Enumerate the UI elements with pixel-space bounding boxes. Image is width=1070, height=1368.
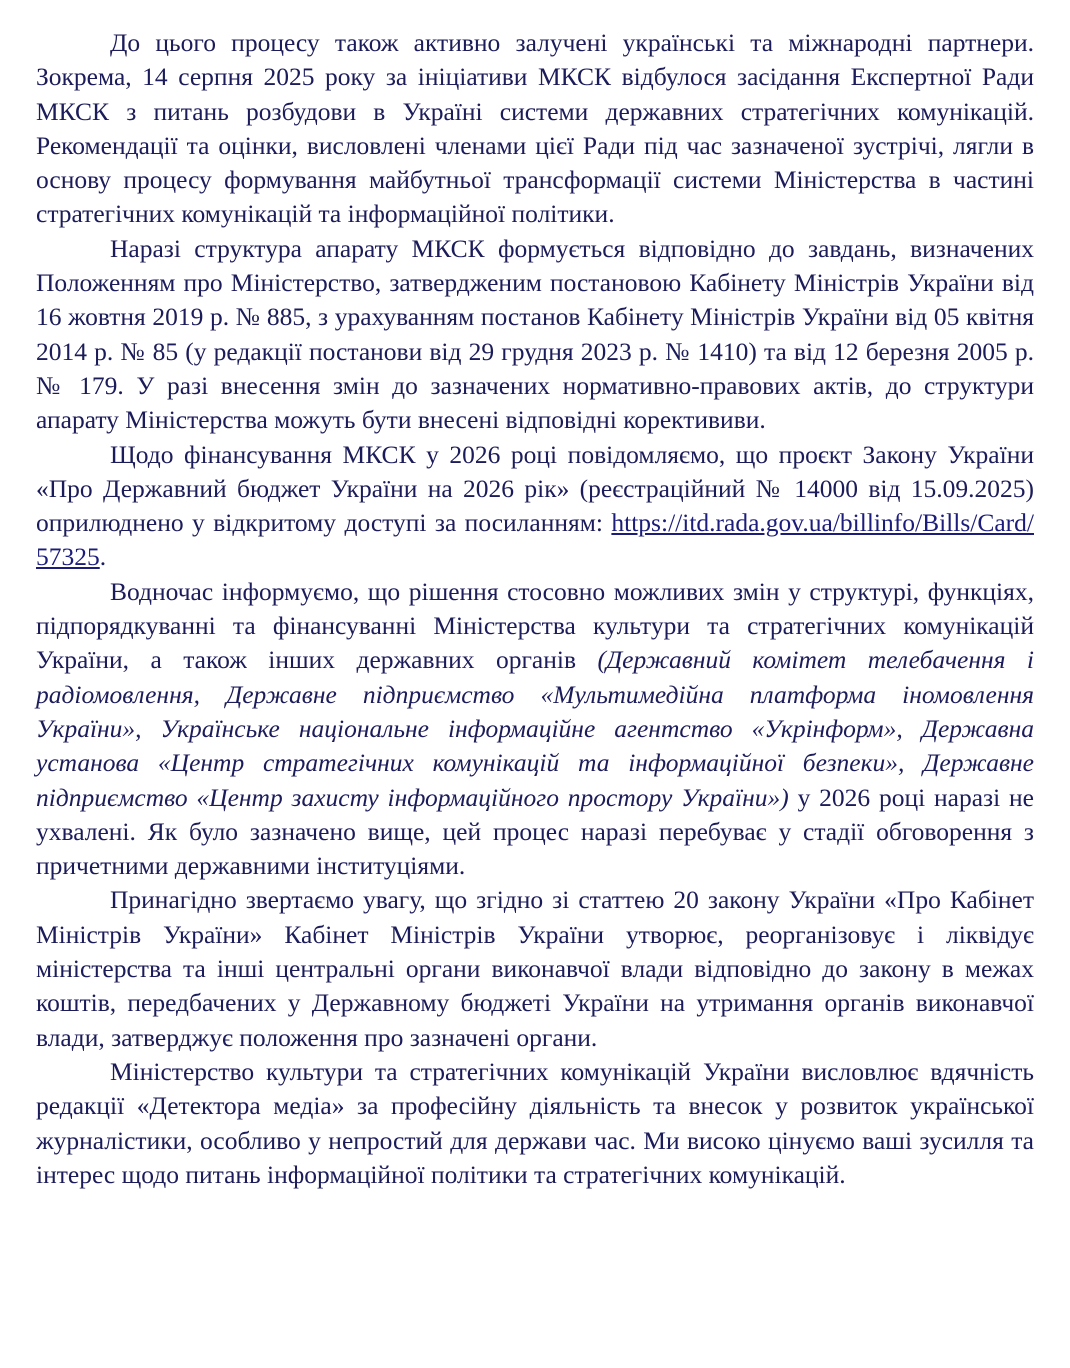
paragraph-6: Міністерство культури та стратегічних комунікацій України висловлює вдячність редакції «Детектора медіа» за професійну діяльність та внесок у розвиток української журналістики, особливо у непростий для держави час. Ми високо цінуємо ваші зусилля та інтерес щодо питань інформаційної політики та стратегічних комунікацій.: [36, 1056, 1034, 1189]
document-body: [36, 26, 1034, 1192]
paragraph-5: Принагідно звертаємо увагу, що згідно зі статтею 20 закону України «Про Кабінет Міністрів України» Кабінет Міністрів України утворює, реорганізовує і ліквідує міністерства та інші центральні органи виконавчої влади відповідно до закону в межах коштів, передбачених у Державному бюджеті України на утримання органів виконавчої влади, затверджує положення про зазначені органи.: [36, 885, 1034, 1052]
paragraph-4-tail: у 2026 році наразі не ухвалені. Як було зазначено вище, цей процес наразі перебуває у стадії обговорення з причетними державними інституціями.: [36, 782, 1034, 881]
paragraph-4-italic-list: (Державний комітет телебачення і радіомовлення, Державне підприємство «Мультимедійна платформа іномовлення України», Українське національне інформаційне агентство «Укрінформ», Державна установа «Центр стратегічних комунікацій та інформаційної безпеки», Державне підприємство «Центр захисту інформаційного простору України»): [36, 645, 1034, 812]
budget-bill-link[interactable]: https://itd.rada.gov.ua/billinfo/Bills/Card/57325: [36, 508, 1034, 572]
paragraph-1: До цього процесу також активно залучені українські та міжнародні партнери. Зокрема, 14 серпня 2025 року за ініціативи МКСК відбулося засідання Експертної Ради МКСК з питань розбудови в Україні системи державних стратегічних комунікацій. Рекомендації та оцінки, висловлені членами цієї Ради під час зазначеної зустрічі, лягли в основу процесу формування майбутньої трансформації системи Міністерства в частині стратегічних комунікацій та інформаційної політики.: [36, 28, 1034, 229]
paragraph-2: Наразі структура апарату МКСК формується відповідно до завдань, визначених Положенням про Міністерство, затвердженим постановою Кабінету Міністрів України від 16 жовтня 2019 р. № 885, з урахуванням постанов Кабінету Міністрів України від 05 квітня 2014 р. № 85 (у редакції постанови від 29 грудня 2023 р. № 1410) та від 12 березня 2005 р. № 179. У разі внесення змін до зазначених нормативно-правових актів, до структури апарату Міністерства можуть бути внесені відповідні коректививи.: [36, 233, 1034, 435]
paragraph-3-tail: .: [99, 542, 107, 572]
paragraph-4-lead: Водночас інформуємо, що рішення стосовно можливих змін у структурі, функціях, підпорядкуванні та фінансуванні Міністерства культури та стратегічних комунікацій України, а також інших державних органів: [36, 576, 1034, 675]
paragraph-3: [36, 438, 1034, 575]
paragraph-4: [36, 575, 1034, 884]
paragraph-3-lead: Щодо фінансування МКСК у 2026 році повідомляємо, що проєкт Закону України «Про Державний бюджет України на 2026 рік» (реєстраційний № 14000 від 15.09.2025) оприлюднено у відкритому доступі за посиланням:: [36, 439, 1034, 538]
